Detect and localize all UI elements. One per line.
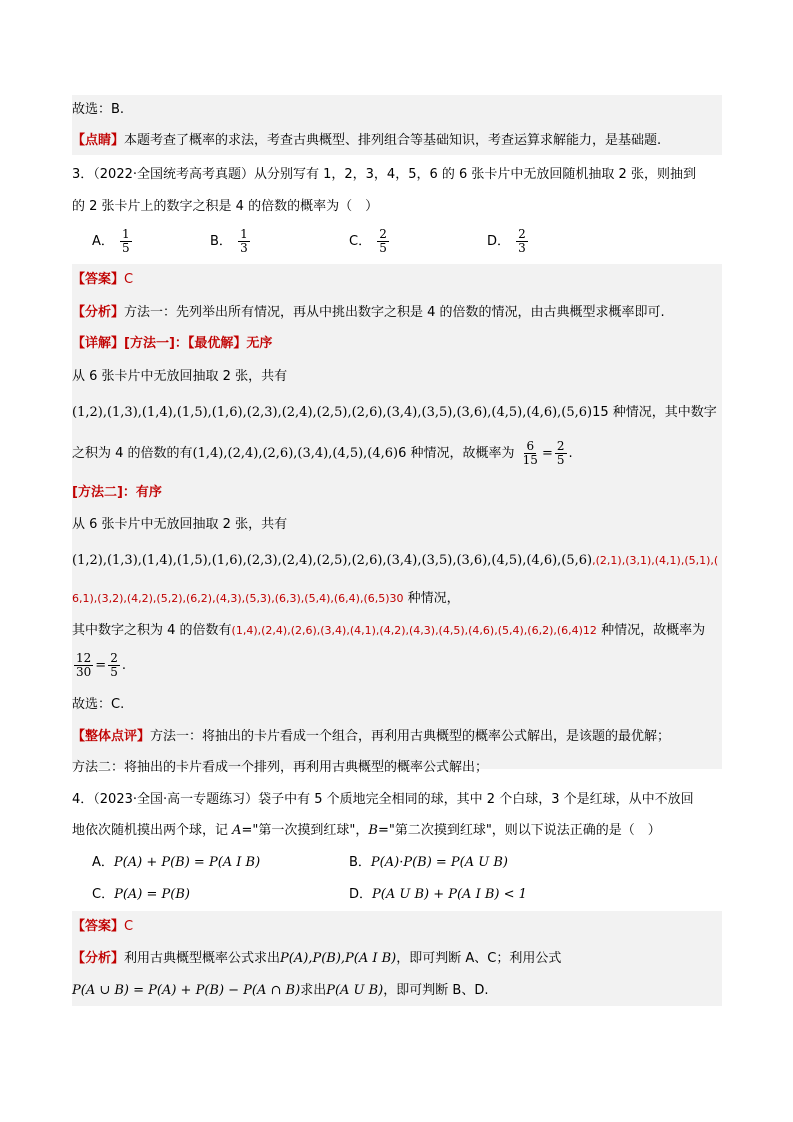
frac-den: 5: [379, 241, 387, 255]
q3-option-a: [92, 228, 134, 255]
frac-num: 1: [122, 227, 130, 241]
answer-tag: 【答案】: [72, 272, 125, 287]
frac-num: 2: [556, 439, 565, 453]
q4-option-a: [92, 852, 260, 874]
frac-den: 3: [240, 241, 248, 255]
q4-analysis-line1: [72, 948, 722, 970]
option-label: A．: [92, 234, 114, 249]
frac-den: 5: [122, 241, 130, 255]
m2-pairs-rev-a: ,(2,1),(3,1),(4,1),(5,1),(: [592, 554, 719, 567]
analysis-tail: ，即可判断 A、C；利用公式: [396, 951, 562, 966]
q4-answer: [72, 916, 722, 938]
q3-stem-line1: 3．（2022·全国统考高考真题）从分别写有 1，2，3，4，5，6 的 6 张卡片中无放回随机抽取 2 张，则抽到: [72, 167, 696, 182]
m1-fav-pairs: (1,4),(2,4),(2,6),(3,4),(4,5),(4,6): [192, 446, 399, 461]
q3-method2-title: [72, 482, 722, 504]
review-text-1: 方法一：将抽出的卡片看成一个组合，再利用古典概型的概率公式解出，是该题的最优解；: [150, 729, 671, 744]
q3-m1-line1: 从 6 张卡片中无放回抽取 2 张，共有: [72, 369, 288, 384]
answer-value: C: [124, 919, 134, 934]
option-expr: P(A U B) + P(A I B) < 1: [372, 887, 527, 902]
q3-m1-pairs: [72, 402, 722, 424]
analysis-end: ，即可判断 B、D.: [383, 983, 489, 998]
q3-choose: 故选：C.: [72, 697, 125, 712]
prev-choose: 故选：B.: [72, 102, 125, 117]
m2-fav-lead: 其中数字之积为 4 的倍数有: [72, 623, 232, 638]
option-label: A．: [92, 855, 114, 870]
option-label: C．: [92, 887, 115, 902]
analysis-mid: 求出: [300, 983, 327, 998]
q3-analysis: [72, 302, 722, 324]
option-label: B．: [210, 234, 232, 249]
comment-text: 本题考查了概率的求法，考查古典概型、排列组合等基础知识，考查运算求解能力，是基础题.: [124, 133, 662, 148]
q3-answer: [72, 269, 722, 291]
q3-option-d: [487, 228, 530, 255]
comment-tag: 【点睛】: [72, 133, 125, 148]
m2-fav-tail: 种情况，故概率为: [596, 623, 706, 638]
frac-num: 1: [240, 227, 248, 241]
q4-stem2-lead: 地依次随机摸出两个球，记: [72, 823, 233, 838]
q4-stem2-tail: ="第二次摸到红球"，则以下说法正确的是（ ）: [377, 823, 661, 838]
analysis-text: 方法一：先列举出所有情况，再从中挑出数字之积是 4 的倍数的情况，由古典概型求概率即可.: [124, 305, 665, 320]
q4-option-d: [349, 884, 527, 906]
q4-stem-line2: [72, 820, 722, 842]
option-expr: P(A) = P(B): [114, 887, 190, 902]
q3-m2-line1: 从 6 张卡片中无放回抽取 2 张，共有: [72, 517, 288, 532]
frac-den: 3: [518, 241, 526, 255]
option-label: D．: [349, 887, 373, 902]
m2-count: 种情况，: [403, 591, 460, 606]
q3-option-b: [210, 228, 252, 255]
analysis-tag: 【分析】: [72, 951, 125, 966]
frac-den: 5: [110, 665, 118, 679]
q3-stem-line2: 的 2 张卡片上的数字之积是 4 的倍数的概率为（ ）: [72, 199, 379, 214]
var-b: B: [368, 823, 378, 838]
q4-option-c: [92, 884, 190, 906]
analysis-formula: P(A ∪ B) = P(A) + P(B) − P(A ∩ B): [72, 983, 301, 998]
analysis-expr: P(A),P(B),P(A I B): [280, 951, 397, 966]
analysis-lead: 利用古典概型概率公式求出: [124, 951, 281, 966]
m1-fav-lead: 之积为 4 的倍数的有: [72, 446, 193, 461]
analysis-tag: 【分析】: [72, 305, 125, 320]
m1-fav-tail: 6 种情况，故概率为: [398, 446, 515, 461]
q3-option-c: [349, 228, 391, 255]
frac-num: 2: [518, 227, 526, 241]
option-label: D．: [487, 234, 511, 249]
detail-tag: 【详解】: [72, 336, 125, 351]
q3-m1-fav: 之积为 4 的倍数的有(1,4),(2,4),(2,6),(3,4),(4,5),(4,6)6 种情况，故概率为 $\frac{6}{15}$ = $\frac{2}{5}$ .: [72, 439, 573, 467]
analysis-expr2: P(A U B): [326, 983, 384, 998]
q3-m2-pairs: [72, 550, 722, 572]
answer-value: C: [124, 272, 134, 287]
q4-stem2-mid: ="第一次摸到红球"，: [241, 823, 369, 838]
answer-tag: 【答案】: [72, 919, 125, 934]
frac-den: 5: [556, 453, 565, 467]
q4-analysis-line2: [72, 980, 722, 1002]
var-a: A: [232, 823, 242, 838]
frac-num: 2: [379, 227, 387, 241]
frac-den: 30: [76, 665, 92, 679]
q3-m2-prob: $\frac{12}{30}$ = $\frac{2}{5}$ .: [76, 651, 126, 679]
option-expr: P(A) + P(B) = P(A I B): [113, 855, 261, 870]
q3-detail-heading: [72, 333, 722, 355]
m2-pairs-rev-b: 6,1),(3,2),(4,2),(5,2),(6,2),(4,3),(5,3),(6,3),(5,4),(6,4),(6,5)30: [72, 592, 404, 605]
frac-num: 6: [526, 439, 535, 453]
frac-den: 15: [522, 453, 538, 467]
option-expr: P(A)·P(B) = P(A U B): [370, 855, 508, 870]
option-label: C．: [349, 234, 372, 249]
m1-count: 15 种情况，其中数字: [592, 405, 717, 420]
method2-title: [方法二]：有序: [72, 485, 162, 500]
method1-title: [方法一]：【最优解】无序: [124, 336, 273, 351]
m2-fav-pairs: (1,4),(2,4),(2,6),(3,4),(4,1),(4,2),(4,3),(4,5),(4,6),(5,4),(6,2),(6,4)12: [231, 624, 597, 637]
q3-m2-pairs-cont: [72, 588, 722, 610]
review-tag: 【整体点评】: [72, 729, 151, 744]
m1-pairs: (1,2),(1,3),(1,4),(1,5),(1,6),(2,3),(2,4),(2,5),(2,6),(3,4),(3,5),(3,6),(4,5),(4,6),(5,6): [72, 405, 593, 420]
q3-review1: [72, 726, 722, 748]
frac-num: 2: [110, 651, 118, 665]
option-label: B．: [349, 855, 371, 870]
m2-pairs: (1,2),(1,3),(1,4),(1,5),(1,6),(2,3),(2,4),(2,5),(2,6),(3,4),(3,5),(3,6),(4,5),(4,6),(5,6): [72, 553, 593, 568]
q4-stem-line1: 4．（2023·全国·高一专题练习）袋子中有 5 个质地完全相同的球，其中 2 个白球，3 个是红球，从中不放回: [72, 792, 694, 807]
prev-comment: [72, 130, 722, 152]
q3-review2: 方法二：将抽出的卡片看成一个排列，再利用古典概型的概率公式解出；: [72, 760, 489, 775]
frac-num: 12: [76, 651, 92, 665]
q4-option-b: [349, 852, 508, 874]
q3-m2-fav: [72, 620, 722, 642]
